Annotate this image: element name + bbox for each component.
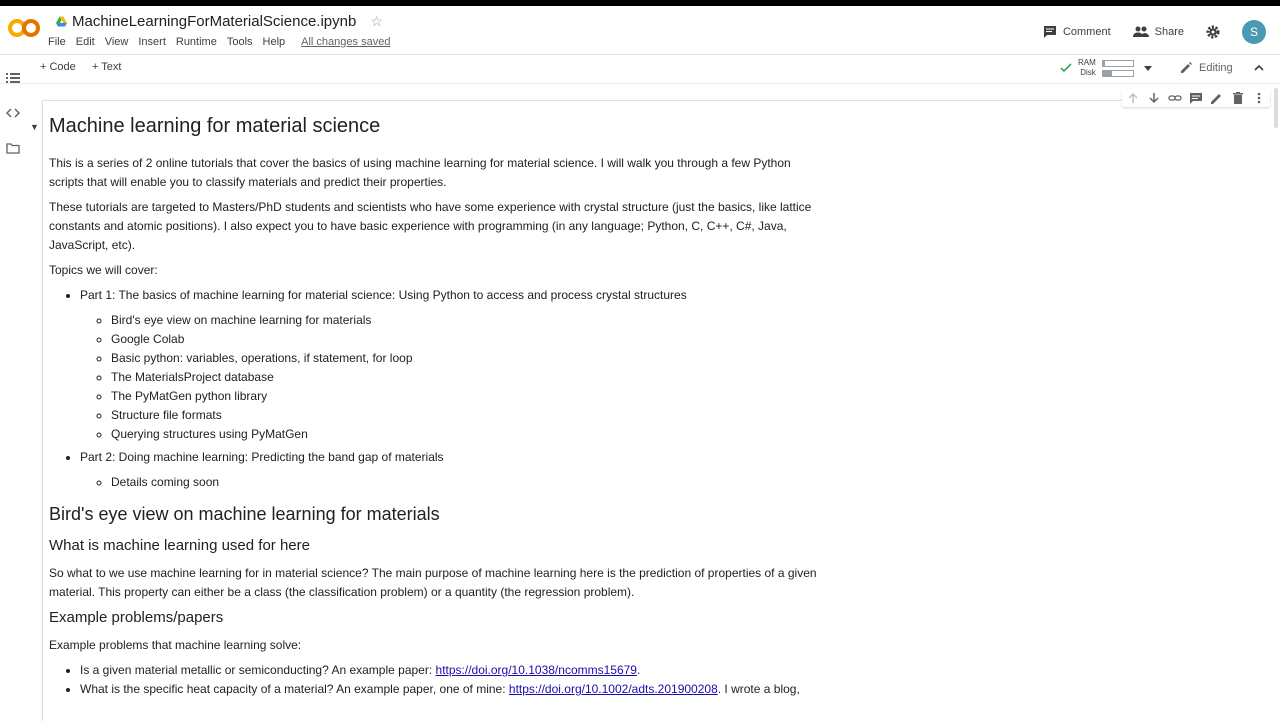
- example2-link[interactable]: https://doi.org/10.1002/adts.201900208: [508, 682, 718, 696]
- menu-view[interactable]: View: [104, 36, 129, 48]
- list-item: ◦ Bird's eye view on machine learning for materials: [111, 311, 824, 330]
- more-vert-icon[interactable]: [1252, 91, 1266, 105]
- example1-link[interactable]: https://doi.org/10.1038/ncomms15679: [435, 663, 637, 677]
- topics-list: [49, 286, 824, 492]
- arrow-down-icon[interactable]: [1147, 91, 1161, 105]
- part1-label: Part 1: The basics of machine learning for material science: Using Python to access and process crystal structures: [80, 288, 687, 302]
- editing-label: Editing: [1199, 61, 1233, 74]
- trash-icon[interactable]: [1231, 91, 1245, 105]
- resource-monitor[interactable]: [1060, 58, 1152, 78]
- disk-label: Disk: [1080, 68, 1096, 77]
- add-code-button[interactable]: + Code: [40, 61, 76, 73]
- chevron-down-icon[interactable]: [1144, 66, 1152, 71]
- list-item: ◦ Basic python: variables, operations, if statement, for loop: [111, 349, 824, 368]
- list-item: [80, 286, 824, 444]
- menu-file[interactable]: File: [48, 36, 66, 48]
- markdown-content: [49, 112, 824, 703]
- notebook-toolbar: [0, 54, 1280, 84]
- comment-button[interactable]: [1043, 25, 1111, 39]
- disk-bar-fill: [1103, 71, 1112, 76]
- code-snippets-icon[interactable]: [6, 106, 20, 120]
- chevron-up-icon[interactable]: [1254, 64, 1264, 71]
- scrollbar[interactable]: [1272, 84, 1280, 720]
- comment-icon: [1043, 25, 1057, 39]
- menu-insert[interactable]: Insert: [138, 36, 166, 48]
- part1-sublist: [80, 311, 824, 444]
- menu-help[interactable]: Help: [262, 36, 286, 48]
- notebook-heading: Machine learning for material science: [49, 115, 381, 137]
- list-item: ◦ The MaterialsProject database: [111, 368, 824, 387]
- list-item: ◦ Details coming soon: [111, 473, 824, 492]
- ram-label: RAM: [1078, 58, 1096, 67]
- comment-label: Comment: [1062, 26, 1111, 38]
- folder-icon[interactable]: [6, 141, 20, 155]
- comment-icon[interactable]: [1189, 91, 1203, 105]
- people-icon: [1133, 26, 1149, 38]
- arrow-up-icon[interactable]: [1126, 91, 1140, 105]
- avatar[interactable]: S: [1242, 20, 1266, 44]
- paragraph: Example problems that machine learning solve:: [49, 638, 302, 652]
- share-label: Share: [1154, 26, 1184, 38]
- list-item: ◦ The PyMatGen python library: [111, 387, 824, 406]
- list-item: ◦ Google Colab: [111, 330, 824, 349]
- menu-bar: [44, 36, 396, 48]
- list-item: ◦ Structure file formats: [111, 406, 824, 425]
- notebook-filename[interactable]: MachineLearningForMaterialScience.ipynb: [72, 13, 357, 30]
- intro-paragraph-1: This is a series of 2 online tutorials that cover the basics of using machine learning for material science. I will walk you through a few Python scripts that will enable you to classify materials and predict their properties.: [49, 156, 791, 189]
- ram-bar: [1102, 60, 1134, 67]
- notebook-title[interactable]: [56, 13, 383, 30]
- scrollbar-thumb[interactable]: [1274, 88, 1278, 128]
- pencil-icon: [1180, 61, 1193, 74]
- link-icon[interactable]: [1168, 91, 1182, 105]
- example1-end: .: [636, 663, 641, 677]
- add-text-button[interactable]: + Text: [92, 61, 122, 73]
- settings-button[interactable]: [1206, 25, 1226, 39]
- check-icon: [1060, 63, 1072, 73]
- table-of-contents-icon[interactable]: [6, 71, 20, 85]
- left-sidebar: [0, 54, 26, 720]
- list-item: [80, 661, 824, 680]
- pencil-icon[interactable]: [1210, 91, 1224, 105]
- cell-toolbar: [1122, 89, 1270, 107]
- list-item: [80, 680, 824, 699]
- list-item: ◦ Querying structures using PyMatGen: [111, 425, 824, 444]
- star-icon[interactable]: ☆: [370, 13, 383, 29]
- subsection-heading: What is machine learning used for here: [49, 537, 310, 554]
- collapse-section-icon[interactable]: ▼: [30, 122, 39, 132]
- colab-logo[interactable]: [8, 18, 40, 38]
- example2-text: What is the specific heat capacity of a material? An example paper, one of mine:: [80, 682, 509, 696]
- part2-label: Part 2: Doing machine learning: Predicting the band gap of materials: [80, 450, 444, 464]
- section-heading: Bird's eye view on machine learning for materials: [49, 504, 440, 524]
- header-actions: [1021, 20, 1266, 44]
- gear-icon: [1206, 25, 1220, 39]
- disk-bar: [1102, 70, 1134, 77]
- paragraph: So what to we use machine learning for in material science? The main purpose of machine learning here is the prediction of properties of a given material. This property can either be a class (the classification problem) or a quantity (the regression problem).: [49, 566, 817, 599]
- list-item: [80, 448, 824, 492]
- example1-text: Is a given material metallic or semiconducting? An example paper:: [80, 663, 436, 677]
- menu-tools[interactable]: Tools: [226, 36, 253, 48]
- menu-runtime[interactable]: Runtime: [175, 36, 217, 48]
- example2-end: . I wrote a blog,: [717, 682, 800, 696]
- examples-list: [49, 661, 824, 699]
- topics-label: Topics we will cover:: [49, 263, 158, 277]
- share-button[interactable]: [1133, 26, 1184, 38]
- subsection-heading: Example problems/papers: [49, 609, 224, 626]
- drive-icon: [56, 16, 67, 27]
- editing-mode-button[interactable]: [1180, 61, 1233, 74]
- intro-paragraph-2: These tutorials are targeted to Masters/PhD students and scientists who have some experience with crystal structure (just the basics, like lattice constants and atomic positions). I also expect you to have basic experience with programming (in any language; Python, C, C++, C#, Java, JavaScript, etc).: [49, 200, 812, 252]
- part2-sublist: [80, 473, 824, 492]
- save-status[interactable]: All changes saved: [301, 36, 391, 48]
- menu-edit[interactable]: Edit: [75, 36, 95, 48]
- ram-bar-fill: [1103, 61, 1105, 66]
- header: [0, 6, 1280, 54]
